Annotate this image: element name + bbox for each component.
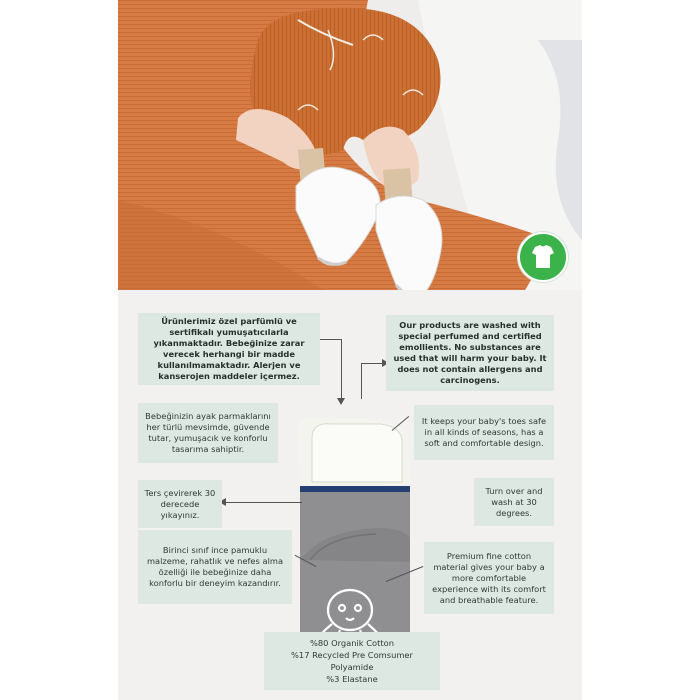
product-infographic: [118, 0, 582, 700]
feature-tr-toes: Bebeğinizin ayak parmaklarını her türlü mevsimde, güvende tutar, yumuşacık ve konforlu tasarıma sahiptir.: [138, 403, 278, 463]
feature-tr-cotton: Birinci sınıf ince pamuklu malzeme, rahatlık ve nefes alma özelliği ile bebeğinize daha konforlu bir deneyim kazandırır.: [138, 530, 292, 604]
baby-photo-illustration: [118, 0, 582, 300]
gots-badge: [518, 232, 568, 282]
feature-en-washed: Our products are washed with special perfumed and certified emollients. No substances are used that will harm your baby. It does not contain allergens and carcinogens.: [386, 315, 554, 391]
composition-line: %17 Recycled Pre Comsumer Polyamide: [291, 650, 413, 672]
feature-en-cotton: Premium fine cotton material gives your baby a more comfortable experience with its comfort and breathable feature.: [424, 542, 554, 614]
connector-line: [361, 363, 362, 399]
feature-en-toes: It keeps your baby's toes safe in all kinds of seasons, has a soft and comfortable design.: [414, 405, 554, 460]
composition-line: %3 Elastane: [326, 674, 378, 684]
connector-line: [341, 339, 342, 399]
tshirt-icon: [520, 234, 566, 280]
product-photo: [118, 0, 582, 300]
composition-line: %80 Organik Cotton: [310, 638, 394, 648]
feature-tr-washed: Ürünlerimiz özel parfümlü ve sertifikalı yumuşatıcılarla yıkanmaktadır. Bebeğinize zarar verecek herhangi bir madde kullanılmamaktadır. Alerjen ve kanserojen maddeler içermez.: [138, 313, 320, 385]
connector-line: [222, 502, 302, 503]
info-section: [118, 290, 582, 700]
feature-tr-wash30: Ters çevirerek 30 derecede yıkayınız.: [138, 480, 222, 528]
connector-line: [320, 339, 342, 340]
arrow-icon: [337, 398, 345, 406]
feature-en-wash30: Turn over and wash at 30 degrees.: [474, 478, 554, 526]
composition-panel: [264, 632, 440, 690]
